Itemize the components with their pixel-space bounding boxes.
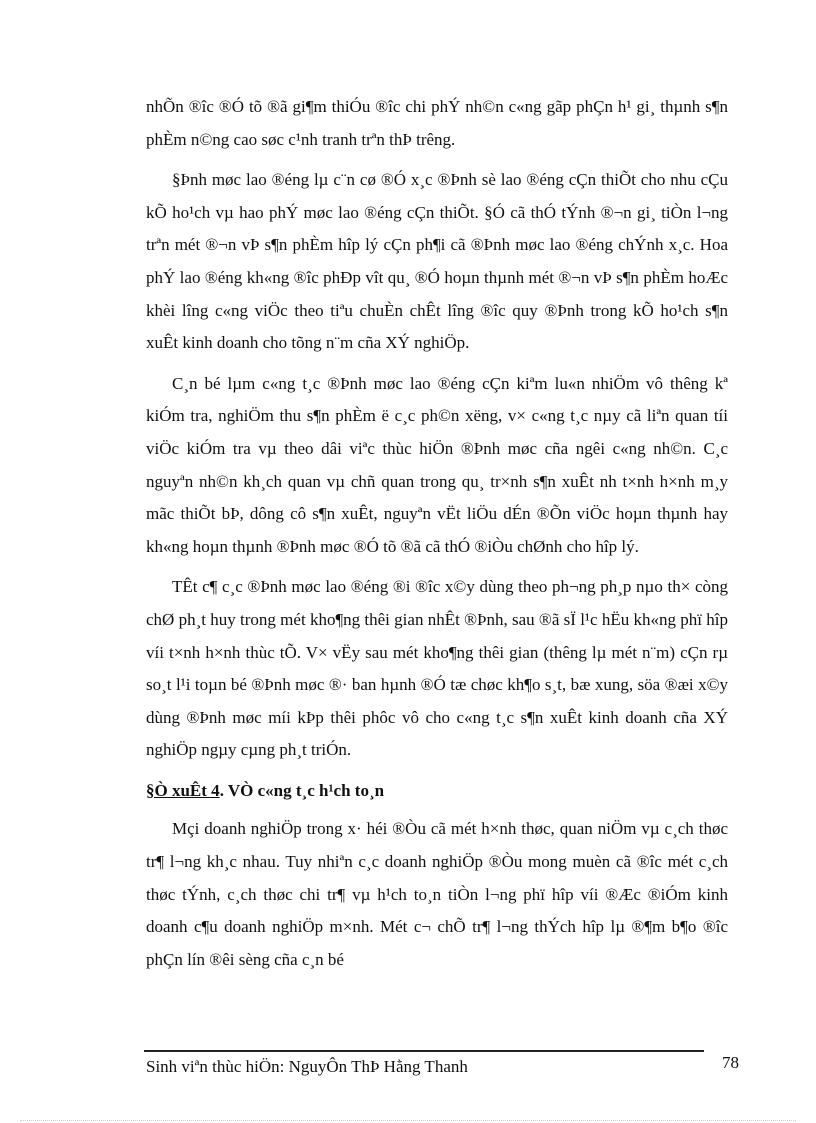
section-heading <box>146 775 728 808</box>
footer-author: Sinh viªn thùc hiÖn: NguyÔn ThÞ Hằng Thanh <box>146 1057 468 1076</box>
section-heading-title: . VÒ c«ng t¸c h¹ch to¸n <box>219 780 385 800</box>
section-heading-label: §Ò xuÊt 4 <box>146 780 220 800</box>
page-number: 78 <box>722 1053 739 1072</box>
paragraph-5: Mçi doanh nghiÖp trong x· héi ®Òu cã mét h×nh thøc, quan niÖm vµ c¸ch thøc tr¶ l¬ng kh¸c nhau. Tuy nhiªn c¸c doanh nghiÖp ®Òu mong muèn cã ®îc mét c¸ch thøc tÝnh, c¸ch thøc chi tr¶ vµ h¹ch to¸n tiÒn l¬ng phï hîp víi ®Æc ®iÓm kinh doanh c¶u doanh nghiÖp m×nh. Mét c¬ chÕ tr¶ l¬ng thÝch hîp lµ ®¶m b¶o ®îc phÇn lín ®êi sèng cña c¸n bé <box>146 819 728 969</box>
bottom-dotted-border <box>20 1120 796 1121</box>
paragraph-2: §Þnh møc lao ®éng lµ c¨n cø ®Ó x¸c ®Þnh sè lao ®éng cÇn thiÕt cho nhu cÇu kÕ ho¹ch vµ hao phÝ møc lao ®éng cÇn thiÕt. §Ó cã thÓ tÝnh ®¬n gi¸ tiÒn l¬ng trªn mét ®¬n vÞ s¶n phÈm hîp lý cÇn ph¶i cã ®Þnh møc lao ®éng chÝnh x¸c. Hoa phÝ lao ®éng kh«ng ®îc phÐp vît qu¸ ®Ó hoµn thµnh mét ®¬n vÞ s¶n phÈm hoÆc khèi lîng c«ng viÖc theo tiªu chuÈn chÊt lîng ®îc quy ®Þnh trong kÕ ho¹ch s¶n xuÊt kinh doanh cho tõng n¨m cña XÝ nghiÖp. <box>146 170 728 353</box>
body-text <box>146 91 728 984</box>
paragraph-1: nhÕn ®îc ®Ó tõ ®ã gi¶m thiÓu ®îc chi phÝ nh©n c«ng gãp phÇn h¹ gi¸ thµnh s¶n phÈm n©ng cao søc c¹nh tranh trªn thÞ trêng. <box>146 97 728 149</box>
paragraph-4: TÊt c¶ c¸c ®Þnh møc lao ®éng ®i ®îc x©y dùng theo ph¬ng ph¸p nµo th× còng chØ ph¸t huy trong mét kho¶ng thêi gian nhÊt ®Þnh, sau ®ã sÏ l¹c hËu kh«ng phï hîp víi t×nh h×nh thùc tÕ. V× vËy sau mét kho¶ng thêi gian (thêng lµ mét n¨m) cÇn rµ so¸t l¹i toµn bé ®Þnh møc ®· ban hµnh ®Ó tæ chøc kh¶o s¸t, bæ xung, söa ®æi x©y dùng ®Þnh møc míi kÞp thêi phôc vô cho c«ng t¸c s¶n xuÊt kinh doanh cña XÝ nghiÖp ngµy cµng ph¸t triÓn. <box>146 577 728 760</box>
footer-divider <box>144 1050 704 1052</box>
paragraph-3: C¸n bé lµm c«ng t¸c ®Þnh møc lao ®éng cÇn kiªm lu«n nhiÖm vô thêng kª kiÓm tra, nghiÖm thu s¶n phÈm ë c¸c ph©n xëng, v× c«ng t¸c nµy cã liªn quan tíi viÖc kiÓm tra vµ theo dâi viªc thùc hiÖn ®Þnh møc cña ngêi c«ng nh©n. C¸c nguyªn nh©n kh¸ch quan vµ chñ quan trong qu¸ tr×nh s¶n xuÊt nh t×nh h×nh m¸y mãc thiÕt bÞ, dông cô s¶n xuÊt, nguyªn vËt liÖu dÉn ®Õn viÖc hoµn thµnh hay kh«ng hoµn thµnh ®Þnh møc ®Ó tõ ®ã cã thÓ ®iÒu chØnh cho hîp lý. <box>146 373 728 556</box>
